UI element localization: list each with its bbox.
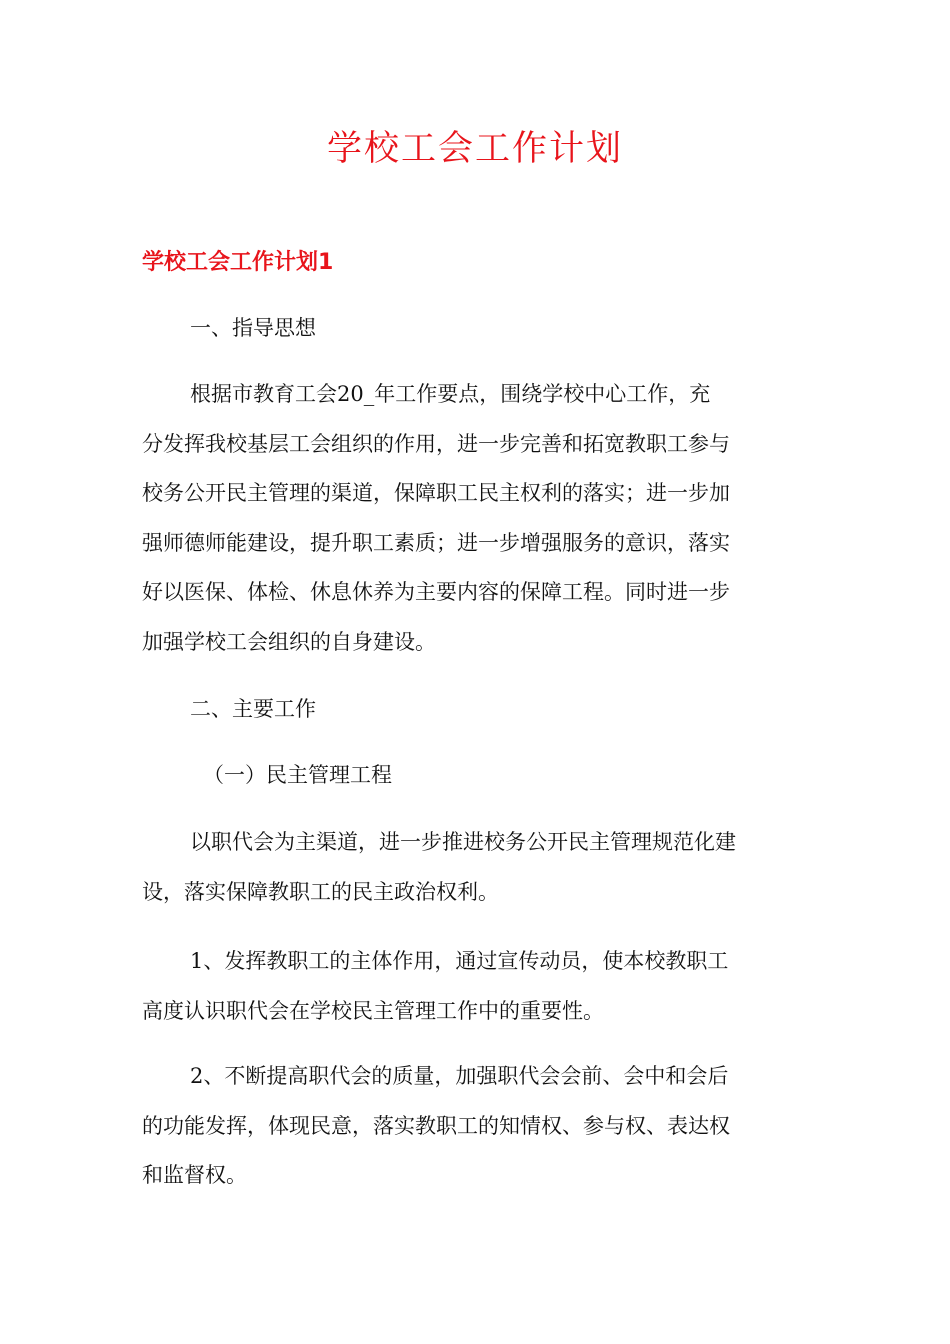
paragraph-line: 以职代会为主渠道，进一步推进校务公开民主管理规范化建 bbox=[190, 830, 736, 854]
paragraph-line: 的功能发挥，体现民意，落实教职工的知情权、参与权、表达权 bbox=[142, 1113, 730, 1138]
paragraph-line: 高度认识职代会在学校民主管理工作中的重要性。 bbox=[142, 998, 604, 1023]
paragraph-line: 校务公开民主管理的渠道，保障职工民主权利的落实；进一步加 bbox=[142, 481, 730, 505]
paragraph-item-2 bbox=[142, 1052, 730, 1201]
paragraph-item-1 bbox=[142, 937, 728, 1036]
paragraph-line: 1、发挥教职工的主体作用，通过宣传动员，使本校教职工 bbox=[190, 949, 729, 973]
paragraph-line: 分发挥我校基层工会组织的作用，进一步完善和拓宽教职工参与 bbox=[142, 431, 730, 456]
heading-main-work: 二、主要工作 bbox=[190, 697, 316, 721]
document-title: 学校工会工作计划 bbox=[326, 129, 623, 169]
paragraph-line: 加强学校工会组织的自身建设。 bbox=[142, 629, 436, 654]
paragraph-guiding-ideology bbox=[142, 370, 730, 667]
paragraph-line: 强师德师能建设，提升职工素质；进一步增强服务的意识，落实 bbox=[142, 530, 730, 555]
paragraph-line: 和监督权。 bbox=[142, 1163, 247, 1187]
heading-democratic-management: （一）民主管理工程 bbox=[203, 763, 392, 787]
paragraph-democratic-management bbox=[142, 818, 736, 917]
paragraph-line: 2、不断提高职代会的质量，加强职代会会前、会中和会后 bbox=[190, 1064, 729, 1088]
paragraph-line: 设，落实保障教职工的民主政治权利。 bbox=[142, 879, 499, 904]
paragraph-line: 根据市教育工会20_年工作要点，围绕学校中心工作，充 bbox=[190, 382, 711, 406]
paragraph-line: 好以医保、体检、休息休养为主要内容的保障工程。同时进一步 bbox=[142, 580, 730, 604]
section-subtitle: 学校工会工作计划1 bbox=[142, 250, 334, 275]
heading-guiding-ideology: 一、指导思想 bbox=[190, 316, 316, 340]
